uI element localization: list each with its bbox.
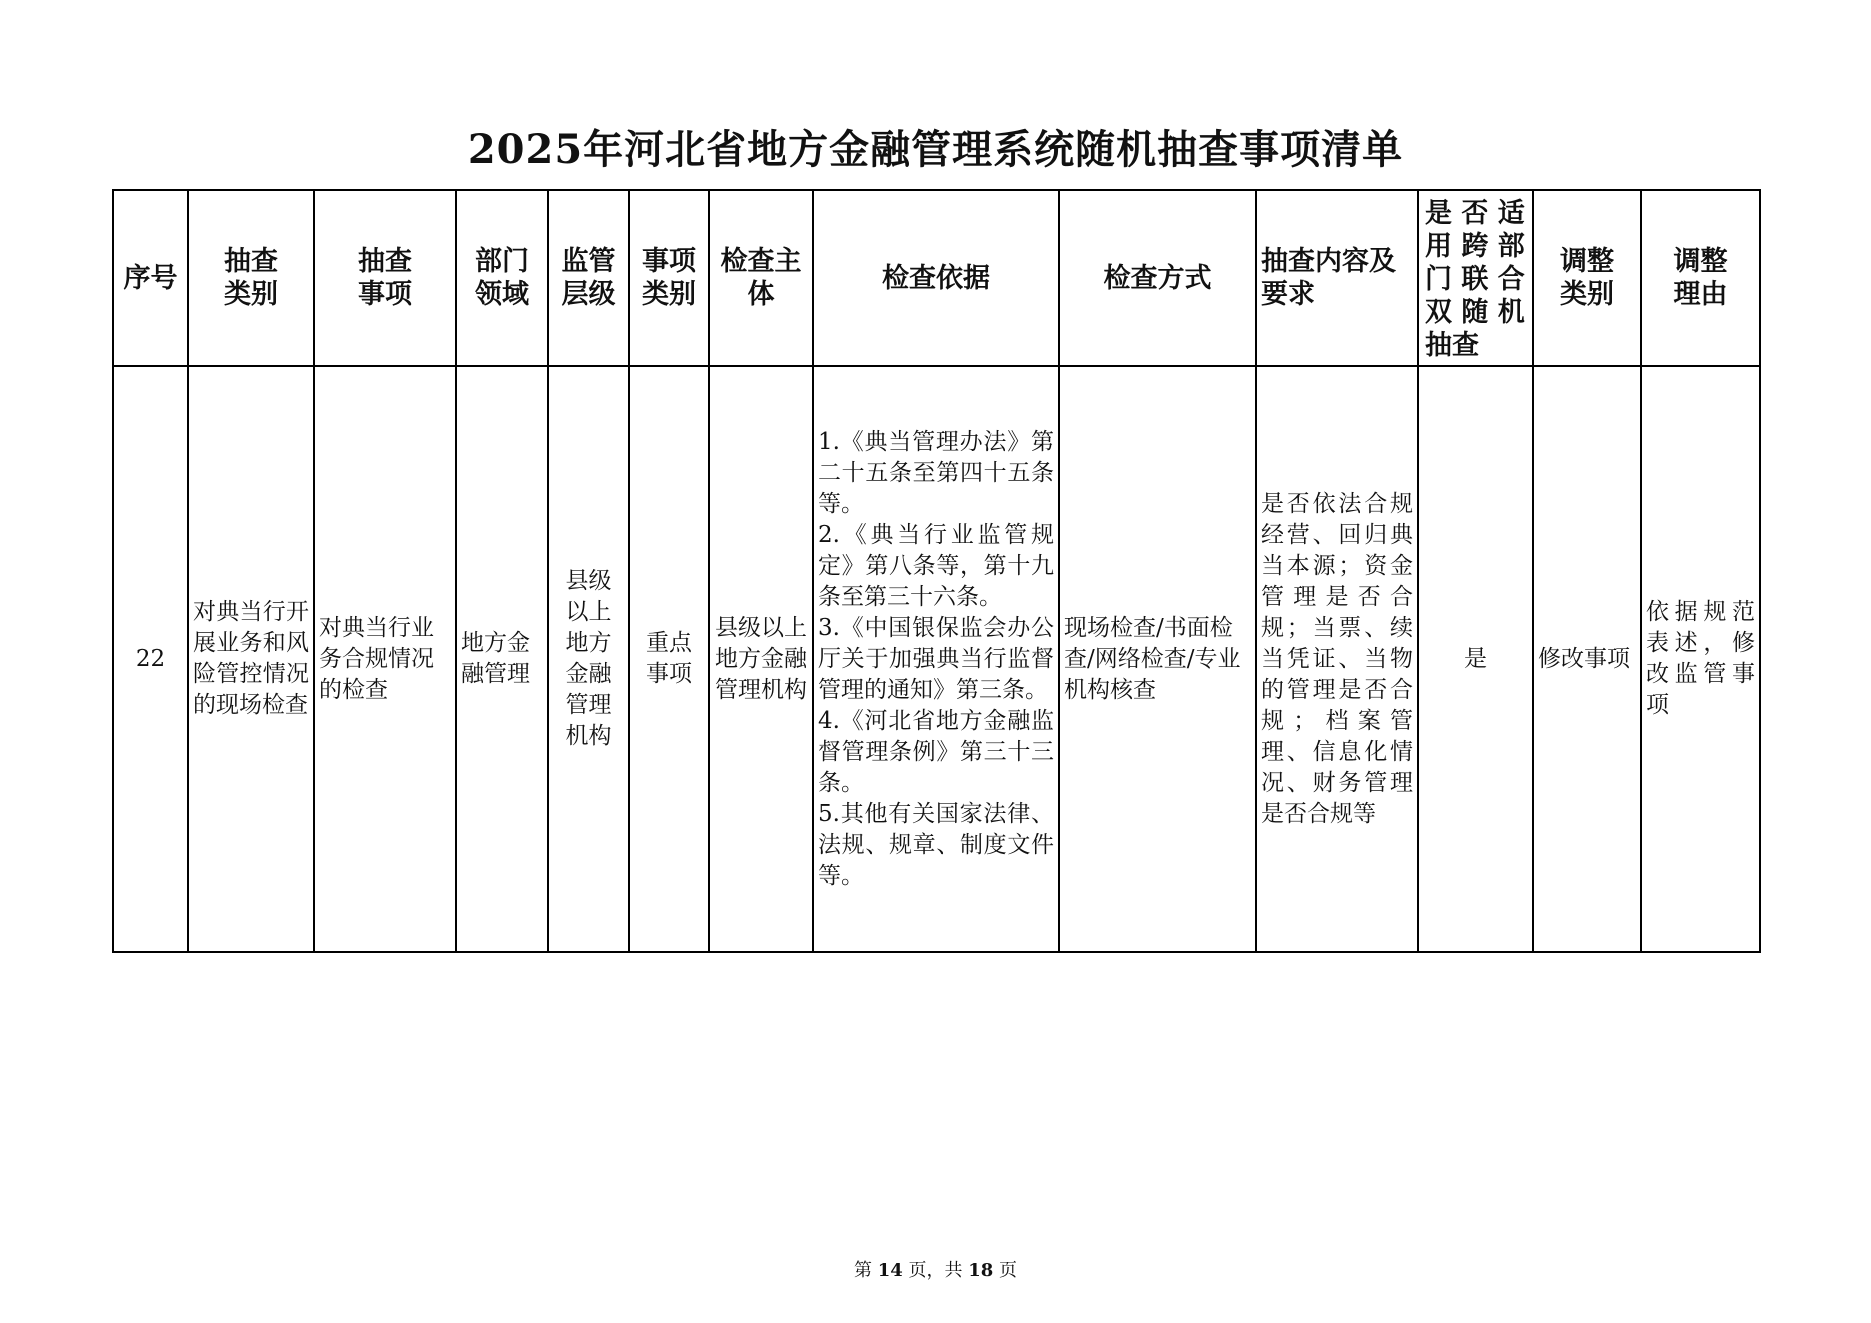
cell-check-method: 现场检查/书面检查/网络检查/专业机构核查 [1059, 366, 1256, 952]
header-check-subject: 检查主 体 [709, 190, 813, 366]
table-header-row [113, 190, 1760, 366]
cell-adjust-reason: 依据规范表述，修改监管事项 [1641, 366, 1760, 952]
cell-supervision-level: 县级 以上 地方 金融 管理 机构 [548, 366, 629, 952]
page-title: 2025年河北省地方金融管理系统随机抽查事项清单 [467, 126, 1404, 173]
header-content-requirements: 抽查内容及 要求 [1256, 190, 1418, 366]
cell-check-subject: 县级以上地方金融管理机构 [709, 366, 813, 952]
page-footer [0, 1256, 1871, 1282]
header-seq: 序号 [113, 190, 188, 366]
header-check-method: 检查方式 [1059, 190, 1256, 366]
cell-dept-domain: 地方金融管理 [456, 366, 548, 952]
header-cross-dept: 是 否 适 用 跨 部 门 联 合 双 随 机 抽查 [1418, 190, 1533, 366]
cell-check-item: 对典当行业务合规情况的检查 [314, 366, 456, 952]
header-dept-domain: 部门 领域 [456, 190, 548, 366]
cell-item-category: 重点 事项 [629, 366, 709, 952]
inspection-table [112, 189, 1761, 953]
header-check-basis: 检查依据 [813, 190, 1059, 366]
footer-middle: 页，共 [908, 1260, 963, 1281]
cell-check-category: 对典当行开展业务和风险管控情况的现场检查 [188, 366, 314, 952]
header-adjust-type: 调整 类别 [1533, 190, 1641, 366]
footer-suffix: 页 [999, 1260, 1018, 1281]
cell-content-requirements: 是否依法合规经营、回归典当本源；资金管理是否合规；当票、续当凭证、当物的管理是否合规；档案管理、信息化情况、财务管理是否合规等 [1256, 366, 1418, 952]
cell-check-basis: 1.《典当管理办法》第二十五条至第四十五条等。 2.《典当行业监管规定》第八条等，第十九条至第三十六条。 3.《中国银保监会办公厅关于加强典当行监督管理的通知》第三条。 4.《河北省地方金融监督管理条例》第三十三条。 5.其他有关国家法律、法规、规章、制度文件等。 [813, 366, 1059, 952]
header-supervision-level: 监管 层级 [548, 190, 629, 366]
header-check-item: 抽查 事项 [314, 190, 456, 366]
footer-total-pages: 18 [968, 1260, 994, 1281]
header-item-category: 事项 类别 [629, 190, 709, 366]
footer-prefix: 第 [853, 1260, 872, 1281]
cell-seq: 22 [113, 366, 188, 952]
cell-cross-dept: 是 [1418, 366, 1533, 952]
header-adjust-reason: 调整 理由 [1641, 190, 1760, 366]
cell-adjust-type: 修改事项 [1533, 366, 1641, 952]
header-check-category: 抽查 类别 [188, 190, 314, 366]
table-row [113, 366, 1760, 952]
footer-page-number: 14 [877, 1260, 903, 1281]
